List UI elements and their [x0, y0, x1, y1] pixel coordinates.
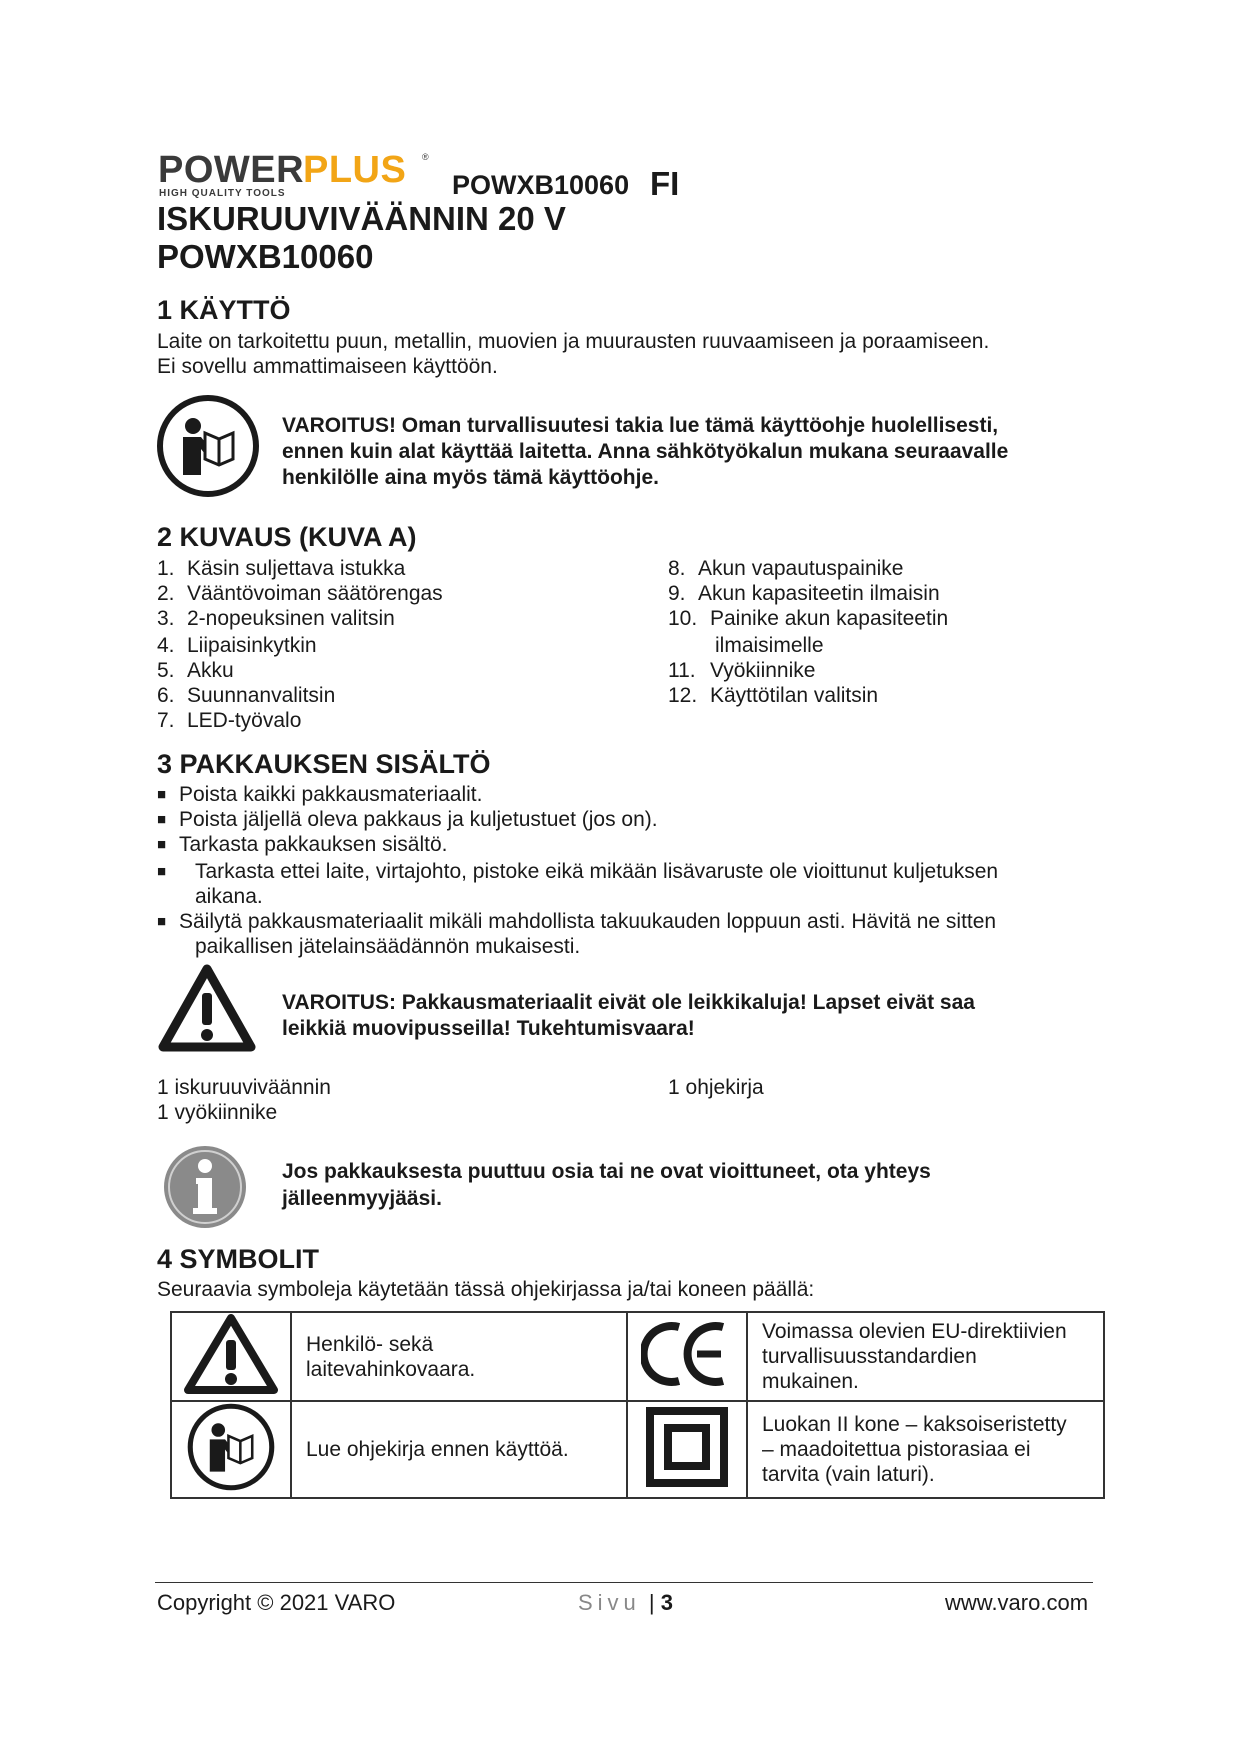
bullet-icon: ■ [157, 786, 167, 803]
warning-text-line: ennen kuin alat käyttää laitetta. Anna sähkötyökalun mukana seuraavalle [282, 440, 1009, 463]
list-text: Liipaisinkytkin [187, 634, 317, 657]
usage-text-line: Ei sovellu ammattimaiseen käyttöön. [157, 355, 498, 378]
list-item [157, 581, 443, 606]
symbol-description-line: tarvita (vain laturi). [762, 1463, 935, 1486]
model-code: POWXB10060 [452, 170, 630, 200]
info-icon [162, 1144, 248, 1235]
table-cell-icon [627, 1401, 747, 1498]
footer-page-separator: | [648, 1590, 655, 1615]
footer-page-word: Sivu [578, 1590, 641, 1615]
svg-text:PLUS: PLUS [303, 149, 407, 191]
symbols-intro: Seuraavia symboleja käytetään tässä ohjekirjassa ja/tai koneen päällä: [157, 1278, 815, 1301]
symbol-description-line: laitevahinkovaara. [306, 1357, 476, 1381]
list-number: 1. [157, 557, 175, 580]
list-item [157, 708, 301, 733]
list-item [157, 683, 335, 708]
footer-copyright: Copyright © 2021 VARO [157, 1590, 396, 1615]
table-cell-icon [627, 1312, 747, 1401]
list-item [668, 683, 878, 708]
list-text: Suunnanvalitsin [187, 684, 336, 707]
list-text: Painike akun kapasiteetin [710, 607, 949, 630]
page-title: ISKURUUVIVÄÄNNIN 20 V [157, 200, 566, 237]
section-heading-package: 3 PAKKAUKSEN SISÄLTÖ [157, 749, 491, 779]
list-item [157, 658, 234, 683]
list-text: Käyttötilan valitsin [710, 684, 879, 707]
read-manual-icon [183, 1479, 279, 1496]
list-number: 12. [668, 684, 698, 707]
bullet-text: Säilytä pakkausmateriaalit mikäli mahdollista takuukauden loppuun asti. Hävitä ne sitten [179, 910, 997, 933]
list-number: 7. [157, 709, 175, 732]
symbol-description-line: Voimassa olevien EU-direktiivien [762, 1320, 1067, 1343]
table-cell-text [291, 1312, 627, 1401]
list-text: Akun vapautuspainike [698, 557, 904, 580]
contents-item: 1 iskuruuviväännin [157, 1076, 331, 1099]
list-text: Vääntövoiman säätörengas [187, 582, 443, 605]
warning-text-line: henkilölle aina myös tämä käyttöohje. [282, 466, 659, 489]
svg-text:HIGH QUALITY TOOLS: HIGH QUALITY TOOLS [159, 188, 286, 199]
symbol-description-line: Henkilö- sekä [306, 1332, 434, 1356]
symbol-description-line: – maadoitettua pistorasiaa ei [762, 1438, 1031, 1461]
list-number: 10. [668, 607, 698, 630]
list-text: ilmaisimelle [715, 634, 824, 657]
warning-text-line: VAROITUS: Pakkausmateriaalit eivät ole leikkikaluja! Lapset eivät saa [282, 991, 975, 1014]
list-number: 5. [157, 659, 175, 682]
section-heading-usage: 1 KÄYTTÖ [157, 295, 291, 325]
warning-triangle-icon [183, 1382, 279, 1399]
contents-item: 1 vyökiinnike [157, 1101, 278, 1124]
list-text: Akun kapasiteetin ilmaisin [698, 582, 940, 605]
info-text-line: jälleenmyyjääsi. [282, 1187, 442, 1210]
list-item [668, 581, 940, 606]
symbol-description-line: turvallisuusstandardien [762, 1345, 977, 1368]
list-text: LED-työvalo [187, 709, 302, 732]
list-number: 2. [157, 582, 175, 605]
list-number: 9. [668, 582, 686, 605]
class-ii-icon [644, 1474, 730, 1491]
list-item [157, 606, 395, 631]
page-title-model: POWXB10060 [157, 238, 374, 275]
list-item [157, 556, 405, 581]
list-number: 4. [157, 634, 175, 657]
usage-text-line: Laite on tarkoitettu puun, metallin, muovien ja muurausten ruuvaamiseen ja poraamiseen. [157, 330, 990, 353]
symbol-description-line: mukainen. [762, 1370, 859, 1393]
table-row [171, 1401, 1104, 1498]
info-text-line: Jos pakkauksesta puuttuu osia tai ne ovat vioittuneet, ota yhteys [282, 1160, 931, 1183]
footer-divider [155, 1582, 1093, 1583]
list-item [668, 658, 815, 683]
section-heading-symbols: 4 SYMBOLIT [157, 1244, 320, 1274]
list-text: Akku [187, 659, 234, 682]
table-row [171, 1312, 1104, 1401]
footer-page-indicator [578, 1590, 673, 1616]
svg-text:®: ® [422, 152, 429, 162]
ce-mark-icon [641, 1376, 733, 1393]
table-cell-icon [171, 1312, 291, 1401]
language-code: FI [650, 165, 680, 202]
bullet-text: Tarkasta pakkauksen sisältö. [179, 833, 448, 856]
symbol-description-line: Lue ohjekirja ennen käyttöä. [306, 1438, 569, 1461]
list-text: Vyökiinnike [710, 659, 816, 682]
list-text: 2-nopeuksinen valitsin [187, 607, 395, 630]
list-item [157, 633, 317, 658]
powerplus-logo [158, 148, 433, 200]
bullet-text: Poista kaikki pakkausmateriaalit. [179, 783, 483, 806]
bullet-icon: ■ [157, 913, 167, 930]
list-number: 11. [668, 659, 696, 682]
contents-item: 1 ohjekirja [668, 1076, 764, 1099]
warning-text-line: leikkiä muovipusseilla! Tukehtumisvaara! [282, 1017, 695, 1040]
list-number: 3. [157, 607, 175, 630]
list-number: 6. [157, 684, 175, 707]
table-cell-text [747, 1312, 1104, 1401]
warning-triangle-icon [158, 963, 256, 1058]
warning-text-line: VAROITUS! Oman turvallisuutesi takia lue tämä käyttöohje huolellisesti, [282, 414, 999, 437]
list-item [668, 556, 903, 581]
svg-text:POWER: POWER [158, 149, 305, 191]
read-manual-icon [155, 393, 261, 504]
table-cell-text [291, 1401, 627, 1498]
list-number: 8. [668, 557, 686, 580]
bullet-text-continuation: aikana. [195, 885, 263, 908]
symbols-table [170, 1311, 1105, 1499]
bullet-text: Tarkasta ettei laite, virtajohto, pistoke eikä mikään lisävaruste ole vioittunut kuljetuksen [195, 860, 999, 883]
footer-website: www.varo.com [945, 1590, 1089, 1615]
symbol-description-line: Luokan II kone – kaksoiseristetty [762, 1413, 1067, 1436]
table-cell-text [747, 1401, 1104, 1498]
bullet-text-continuation: paikallisen jätelainsäädännön mukaisesti. [195, 935, 581, 958]
bullet-icon: ■ [157, 836, 167, 853]
bullet-icon: ■ [157, 811, 167, 828]
section-heading-description: 2 KUVAUS (KUVA A) [157, 522, 417, 552]
table-cell-icon [171, 1401, 291, 1498]
list-item [668, 606, 948, 631]
bullet-text: Poista jäljellä oleva pakkaus ja kuljetustuet (jos on). [179, 808, 658, 831]
list-item [668, 633, 824, 658]
list-text: Käsin suljettava istukka [187, 557, 406, 580]
footer-page-number: 3 [660, 1590, 674, 1615]
bullet-icon: ■ [157, 863, 167, 880]
